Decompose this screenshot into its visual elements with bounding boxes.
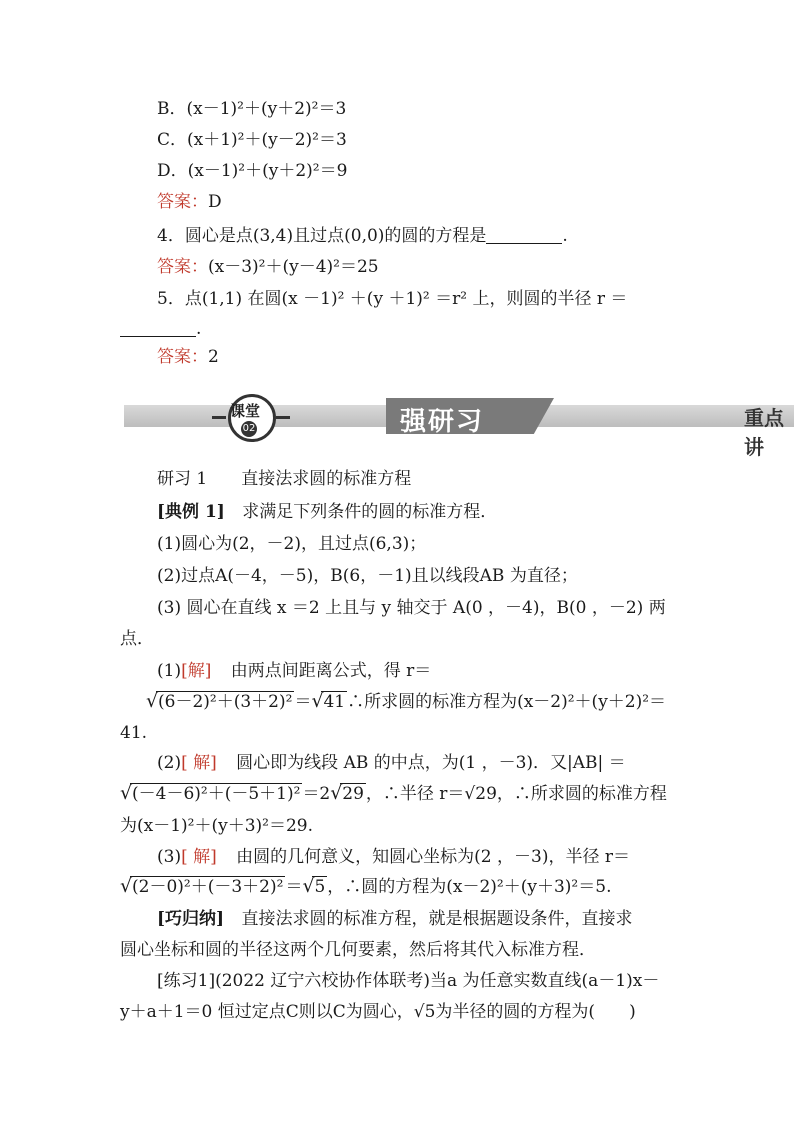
question-5 xyxy=(157,288,627,310)
practice xyxy=(157,970,659,992)
question-5-text: 5．点(1,1) 在圆(x －1)² ＋(y ＋1)² ＝r² 上，则圆的半径 r ＝ xyxy=(157,289,628,309)
option-b-expr: (x－1)²＋(y＋2)²＝3 xyxy=(186,99,347,119)
answer-value: 2 xyxy=(208,347,219,367)
solution-2-formula: √ (－4－6)²＋(－5＋1)² ＝2 √ 29 ，∴半径 r＝√29，∴所求圆的标准方程 xyxy=(120,782,667,804)
example-header xyxy=(157,501,497,523)
summary-tag: [巧归纳] xyxy=(157,909,225,929)
sqrt: √ (2－0)²＋(－3＋2)² xyxy=(120,875,284,897)
banner-title: 强研习 xyxy=(400,407,485,437)
sqrt: √ (6－2)²＋(3＋2)² xyxy=(146,690,293,712)
summary-line-1: 直接法求圆的标准方程，就是根据题设条件，直接求 xyxy=(241,909,633,929)
option-d-expr: (x－1)²＋(y＋2)²＝9 xyxy=(187,161,348,181)
solution-1-formula: √ (6－2)²＋(3＋2)² ＝ √ 41 ∴所求圆的标准方程为(x－2)²＋(y＋2)²＝ xyxy=(146,690,667,712)
example-tag: [典例 1] xyxy=(157,502,225,522)
section-title xyxy=(157,468,411,490)
solution-tag: [ 解] xyxy=(181,847,217,867)
option-c-label: C． xyxy=(157,130,188,150)
banner-right-text: 重点讲 xyxy=(744,406,784,459)
option-b-label: B． xyxy=(157,99,187,119)
solution-3-formula: √ (2－0)²＋(－3＋2)² ＝ √ 5 ，∴圆的方程为(x－2)²＋(y＋3)²＝5. xyxy=(120,875,612,897)
option-c xyxy=(157,129,347,151)
question-4: 4．圆心是点(3,4)且过点(0,0)的圆的方程是 . xyxy=(157,226,568,246)
question-4-text: 4．圆心是点(3,4)且过点(0,0)的圆的方程是 xyxy=(157,226,487,246)
answer-3 xyxy=(157,191,222,213)
answer-label: 答案： xyxy=(157,347,208,367)
option-b xyxy=(157,98,346,120)
solution-3: (3)[ 解] 由圆的几何意义，知圆心坐标为(2 ，－3)，半径 r＝ xyxy=(157,847,631,867)
example-part-3 xyxy=(157,597,666,619)
example-part-2 xyxy=(157,565,578,587)
example-part-3-cont-text: 点． xyxy=(120,629,154,649)
answer-value: (x－3)²＋(y－4)²＝25 xyxy=(208,257,379,277)
banner-dash xyxy=(276,416,290,419)
summary xyxy=(157,908,633,930)
badge-label: 课堂 xyxy=(230,402,261,420)
solution-3-text-b: ，∴圆的方程为(x－2)²＋(y＋3)²＝5. xyxy=(327,877,612,897)
solution-1-text-b: ∴所求圆的标准方程为(x－2)²＋(y＋2)²＝ xyxy=(347,692,667,712)
banner-badge xyxy=(220,394,276,442)
solution-1-text: 由两点间距离公式，得 r＝ xyxy=(230,661,432,681)
answer-5 xyxy=(157,346,219,368)
option-d-label: D． xyxy=(157,161,188,181)
solution-3-text: 由圆的几何意义，知圆心坐标为(2 ，－3)，半径 r＝ xyxy=(236,847,631,867)
sqrt: √ (－4－6)²＋(－5＋1)² xyxy=(120,782,301,804)
summary-cont xyxy=(120,939,596,961)
solution-2-text-b: ，∴半径 r＝√29，∴所求圆的标准方程 xyxy=(365,784,667,804)
summary-line-2: 圆心坐标和圆的半径这两个几何要素，然后将其代入标准方程． xyxy=(120,940,596,960)
question-5-blank-line: . xyxy=(120,318,201,340)
solution-2-end xyxy=(120,815,313,837)
solution-2: (2)[ 解] 圆心即为线段 AB 的中点，为(1 ，－3)．又|AB| ＝ xyxy=(157,753,626,773)
answer-blank xyxy=(120,320,196,337)
answer-4 xyxy=(157,256,379,278)
answer-value: D xyxy=(208,192,222,212)
solution-1-end xyxy=(120,722,147,744)
sqrt: √ 5 xyxy=(302,875,326,897)
sqrt: √ 41 xyxy=(311,690,346,712)
answer-label: 答案： xyxy=(157,257,208,277)
option-d xyxy=(157,160,347,182)
answer-label: 答案： xyxy=(157,192,208,212)
practice-line-1: [练习1](2022 辽宁六校协作体联考)当a 为任意实数直线(a－1)x－ xyxy=(157,971,660,991)
section-title-text: 研习 1 直接法求圆的标准方程 xyxy=(157,469,412,489)
practice-cont xyxy=(120,1001,636,1023)
practice-line-2: y＋a＋1＝0 恒过定点C则以C为圆心，√5为半径的圆的方程为( ) xyxy=(120,1002,636,1022)
example-part-2-text: (2)过点A(－4，－5)，B(6，－1)且以线段AB 为直径； xyxy=(157,566,578,586)
option-c-expr: (x＋1)²＋(y－2)²＝3 xyxy=(187,130,347,150)
answer-blank xyxy=(486,227,562,244)
section-banner xyxy=(124,398,794,459)
solution-tag: [解] xyxy=(181,661,212,681)
solution-2-text: 圆心即为线段 AB 的中点，为(1 ，－3)．又|AB| ＝ xyxy=(236,753,626,773)
example-part-3-text: (3) 圆心在直线 x ＝2 上且与 y 轴交于 A(0 ，－4)，B(0 ，－2) 两 xyxy=(157,598,666,618)
example-part-3-cont xyxy=(120,628,154,650)
example-part-1 xyxy=(157,533,426,555)
solution-tag: [ 解] xyxy=(181,753,217,773)
example-part-1-text: (1)圆心为(2，－2)，且过点(6,3)； xyxy=(157,534,427,554)
solution-1: (1)[解] 由两点间距离公式，得 r＝ xyxy=(157,661,432,681)
solution-1-text-c: 41. xyxy=(120,723,148,743)
example-prompt: 求满足下列条件的圆的标准方程． xyxy=(242,502,498,522)
sqrt: √ 29 xyxy=(330,782,364,804)
badge-number: 02 xyxy=(241,421,257,437)
solution-2-text-c: 为(x－1)²＋(y＋3)²＝29. xyxy=(120,816,314,836)
